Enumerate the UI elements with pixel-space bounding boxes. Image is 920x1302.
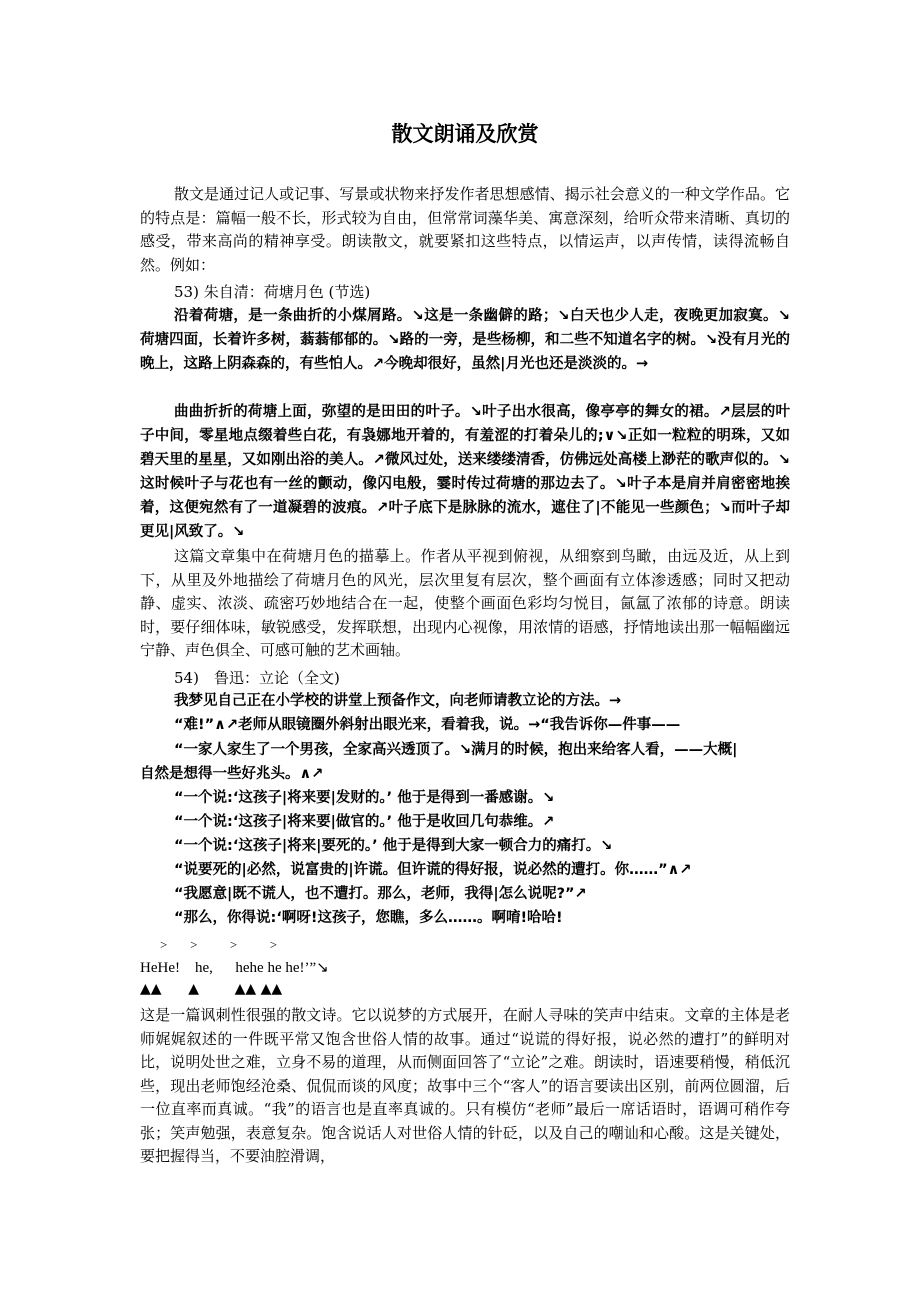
section-54-heading: 54) 鲁迅：立论（全文) [174,669,340,687]
section-54-commentary: 这是一篇讽刺性很强的散文诗。它以说梦的方式展开，在耐人寻味的笑声中结束。文章的主体是老师娓娓叙述的一件既平常又饱含世俗人情的故事。通过“说谎的得好报，说必然的遭打”的鲜明对比，说明处世之难，立身不易的道理，从而侧面回答了“立论”之难。朗读时，语速要稍慢，稍低沉些，现出老师饱经沧桑、侃侃而谈的风度；故事中三个“客人”的语言要读出区别，前两位圆溜，后一位直率而真诚。“我”的语言也是直率真诚的。只有模仿“老师”最后一席话语时，语调可稍作夸张；笑声勉强，表意复杂。饱含说话人对世俗人情的针砭，以及自己的嘲讪和心酸。这是关键处，要把握得当，不要油腔滑调， [140,1006,790,1165]
stress-marks: ▲▲ ▲ ▲▲ ▲▲ [140,981,283,997]
section-53-passage-2: 曲曲折折的荷塘上面，弥望的是田田的叶子。↘叶子出水很高，像亭亭的舞女的裙。↗层层的叶子中间，零星地点缀着些白花，有袅娜地开着的，有羞涩的打着朵儿的;∨↘正如一粒粒的明珠，又如碧天里的星星，又如刚出浴的美人。↗微风过处，送来缕缕清香，仿佛远处高楼上渺茫的歌声似的。↘这时候叶子与花也有一丝的颤动，像闪电般，霎时传过荷塘的那边去了。↘叶子本是肩并肩密密地挨着，这便宛然有了一道凝碧的波痕。↗叶子底下是脉脉的流水，遮住了|不能见一些颜色；↘而叶子却更见|风致了。↘ [140,404,790,540]
laughter-line: HeHe! he, hehe he he!’”↘ [140,960,329,976]
section-54-line-5: “一个说:‘这孩子|将来要|发财的。’ 他于是得到一番感谢。↘ [174,790,555,806]
document-title: 散文朗诵及欣赏 [391,122,539,146]
section-54-line-6: “一个说:‘这孩子|将来要|做官的。’ 他于是收回几句恭维。↗ [174,814,555,830]
section-54-line-10: “那么，你得说:‘啊呀!这孩子，您瞧，多么……。啊唷!哈哈! [174,910,563,926]
section-53-commentary: 这篇文章集中在荷塘月色的描摹上。作者从平视到俯视，从细察到鸟瞰，由远及近，从上到下，从里及外地描绘了荷塘月色的风光，层次里复有层次，整个画面有立体渗透感；同时又把动静、虚实、浓淡、疏密巧妙地结合在一起，使整个画面色彩均匀悦目，氤氲了浓郁的诗意。朗读时，要仔细体味，敏锐感受，发挥联想，出现内心视像，用浓情的语感，抒情地读出那一幅幅幽远宁静、声色俱全、可感可触的艺术画轴。 [140,547,790,659]
section-54-line-7: “一个说:‘这孩子|将来|要死的。’ 他于是得到大家一顿合力的痛打。↘ [174,838,613,854]
section-54-line-4: 自然是想得一些好兆头。∧↗ [140,766,324,782]
section-54-line-2: “难!”∧↗老师从眼镜圈外斜射出眼光来，看着我，说。→“我告诉你—件事—— [174,717,681,733]
section-53-passage-1: 沿着荷塘，是一条曲折的小煤屑路。↘这是一条幽僻的路；↘白天也少人走，夜晚更加寂寞。↘荷塘四面，长着许多树，蓊蓊郁郁的。↘路的一旁，是些杨柳，和二些不知道名字的树。↘没有月光的晚上，这路上阴森森的，有些怕人。↗今晚却很好，虽然|月光也还是淡淡的。→ [140,308,790,372]
section-53-heading: 53) 朱自清：荷塘月色 (节选) [174,283,371,301]
intro-paragraph: 散文是通过记人或记事、写景或状物来抒发作者思想感情、揭示社会意义的一种文学作品。它的特点是：篇幅一般不长，形式较为自由，但常常词藻华美、寓意深刻，给听众带来清晰、真切的感受，带来高尚的精神享受。朗读散文，就要紧扣这些特点，以情运声，以声传情，读得流畅自然。例如： [140,185,790,274]
section-54-line-3: “一家人家生了一个男孩，全家高兴透顶了。↘满月的时候，抱出来给客人看，——大概| [174,742,738,758]
section-54-line-1: 我梦见自己正在小学校的讲堂上预备作文，向老师请教立论的方法。→ [174,693,622,709]
section-54-line-9: “我愿意|既不谎人，也不遭打。那么，老师，我得|怎么说呢?”↗ [174,886,587,902]
section-54-line-8: “说要死的|必然，说富贵的|许谎。但许谎的得好报，说必然的遭打。你……”∧↗ [174,862,692,878]
intonation-arrows: > > > > [160,937,278,952]
